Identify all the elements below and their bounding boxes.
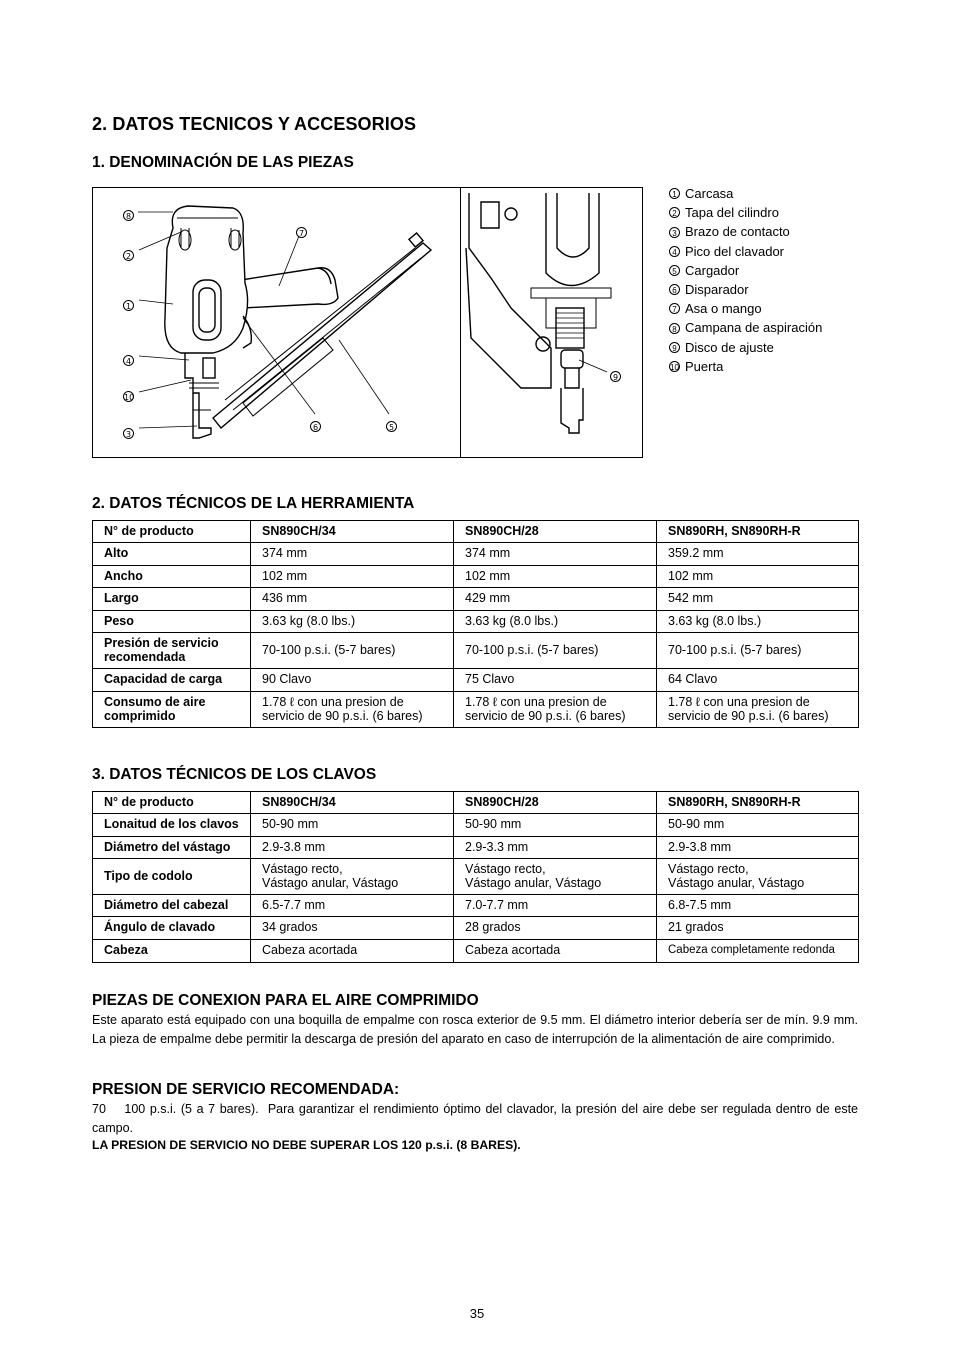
section-tool-specs-title: 2. DATOS TÉCNICOS DE LA HERRAMIENTA	[92, 495, 415, 512]
callout-4: 4	[123, 355, 134, 366]
legend-item: 4 Pico del clavador	[669, 242, 822, 261]
table-row: Diámetro del cabezal 6.5-7.7 mm 7.0-7.7 mm 6.8-7.5 mm	[93, 895, 859, 917]
tool-specs-table	[92, 520, 859, 728]
legend-item: 9 Disco de ajuste	[669, 338, 822, 357]
table-row: Capacidad de carga 90 Clavo 75 Clavo 64 Clavo	[93, 669, 859, 692]
callout-10: 10	[124, 393, 135, 402]
nailer-illustration	[92, 187, 462, 458]
table-row: Tipo de codolo Vástago recto, Vástago anular, Vástago Vástago recto, Vástago anular, Vástago Vástago recto, Vástago anular, Vástago	[93, 859, 859, 895]
table-row: Ángulo de clavado 34 grados 28 grados 21 grados	[93, 917, 859, 940]
legend-item: 3 Brazo de contacto	[669, 222, 822, 241]
table-header-row: N° de producto SN890CH/34 SN890CH/28 SN890RH, SN890RH-R	[93, 521, 859, 543]
table-row: Lonaitud de los clavos 50-90 mm 50-90 mm 50-90 mm	[93, 814, 859, 837]
table-row: Peso 3.63 kg (8.0 lbs.) 3.63 kg (8.0 lbs.) 3.63 kg (8.0 lbs.)	[93, 611, 859, 633]
legend-item: 1 Carcasa	[669, 184, 822, 203]
page-heading: 2. DATOS TECNICOS Y ACCESORIOS	[92, 114, 417, 134]
nail-specs-table	[92, 791, 859, 963]
legend-item: 6 Disparador	[669, 280, 822, 299]
callout-7: 7	[296, 227, 307, 238]
nose-detail-drawing	[461, 188, 642, 457]
page-number: 35	[469, 1306, 485, 1321]
callout-2: 2	[123, 250, 134, 261]
callout-8: 8	[123, 210, 134, 221]
connection-text: Este aparato está equipado con una boquilla de empalme con rosca exterior de 9.5 mm. El diámetro interior debería ser de mín. 9.9 mm. La pieza de empalme debe permitir la descarga de presión del aparato en caso de interrupción de la alimentación de aire comprimido.	[92, 1013, 858, 1046]
section-parts-title: 1. DENOMINACIÓN DE LAS PIEZAS	[92, 154, 354, 171]
table-header-row: N° de producto SN890CH/34 SN890CH/28 SN890RH, SN890RH-R	[93, 792, 859, 814]
pressure-text: 70 100 p.s.i. (5 a 7 bares). Para garantizar el rendimiento óptimo del clavador, la presión del aire debe ser regulada dentro de este campo.	[92, 1102, 862, 1135]
section-nail-specs-title: 3. DATOS TÉCNICOS DE LOS CLAVOS	[92, 766, 377, 783]
nailer-drawing	[93, 188, 461, 457]
legend-item: 2 Tapa del cilindro	[669, 203, 822, 222]
pressure-warning: LA PRESION DE SERVICIO NO DEBE SUPERAR LOS 120 p.s.i. (8 BARES).	[92, 1138, 521, 1152]
table-row: Cabeza Cabeza acortada Cabeza acortada Cabeza completamente redonda	[93, 940, 859, 963]
table-row: Diámetro del vástago 2.9-3.8 mm 2.9-3.3 mm 2.9-3.8 mm	[93, 837, 859, 859]
callout-5: 5	[386, 421, 397, 432]
table-row: Ancho 102 mm 102 mm 102 mm	[93, 566, 859, 588]
nose-detail-illustration	[460, 187, 643, 458]
table-row: Consumo de aire comprimido 1.78 ℓ con una presion de servicio de 90 p.s.i. (6 bares) 1.78 ℓ con una presion de servicio de 90 p.s.i. (6 bares) 1.78 ℓ con una presion de servicio de 90 p.s.i. (6 bares)	[93, 692, 859, 728]
table-row: Largo 436 mm 429 mm 542 mm	[93, 588, 859, 611]
connection-title: PIEZAS DE CONEXION PARA EL AIRE COMPRIMIDO	[92, 992, 479, 1009]
callout-3: 3	[123, 428, 134, 439]
table-row: Presión de servicio recomendada 70-100 p.s.i. (5-7 bares) 70-100 p.s.i. (5-7 bares) 70-100 p.s.i. (5-7 bares)	[93, 633, 859, 669]
callout-6: 6	[310, 421, 321, 432]
legend-item: 8 Campana de aspiración	[669, 318, 822, 337]
callout-1: 1	[123, 300, 134, 311]
pressure-title: PRESION DE SERVICIO RECOMENDADA:	[92, 1081, 400, 1098]
legend-item: 7 Asa o mango	[669, 299, 822, 318]
legend-item: 5 Cargador	[669, 261, 822, 280]
legend-item: 10 Puerta	[670, 358, 724, 374]
table-row: Alto 374 mm 374 mm 359.2 mm	[93, 543, 859, 566]
callout-9: 9	[610, 371, 621, 382]
parts-legend	[669, 184, 822, 376]
